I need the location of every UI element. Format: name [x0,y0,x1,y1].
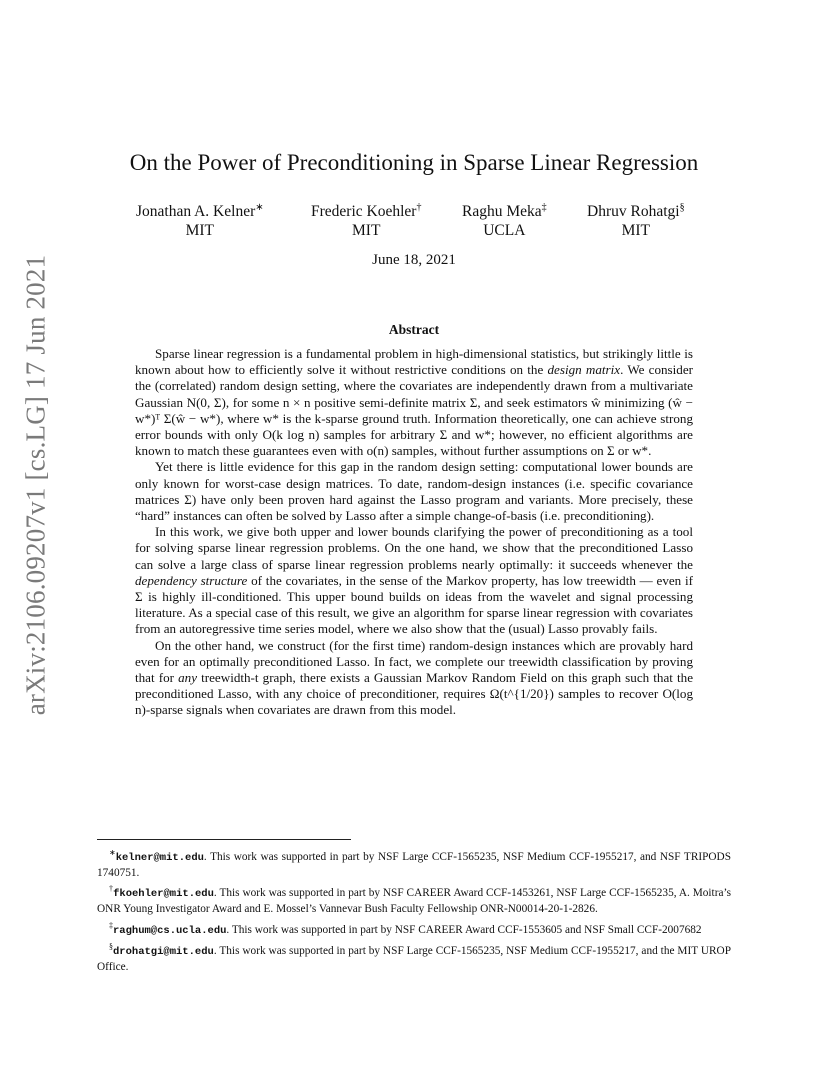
footnote: §drohatgi@mit.edu. This work was supported in part by NSF Large CCF-1565235, NSF Medium CCF-1955217, and the MIT UROP Office. [97,941,731,973]
email-address: fkoehler@mit.edu [113,888,214,901]
footnote-mark: § [109,941,113,951]
author-affiliation: MIT [621,222,650,240]
author-rohatgi [587,198,685,240]
author-name: Dhruv Rohatgi [587,203,680,221]
email-address: raghum@cs.ucla.edu [113,924,227,937]
footnote-mark: ‡ [109,920,113,930]
abstract-paragraph: In this work, we give both upper and lower bounds clarifying the power of preconditioning as a tool for solving sparse linear regression problems. On the one hand, we show that the preconditioned Lasso can solve a large class of sparse linear regression problems nearly optimally: it succeeds whenever the dependency structure of the covariates, in the sense of the Markov property, has low treewidth — even if Σ is highly ill-conditioned. This upper bound builds on ideas from the wavelet and signal processing literature. As a special case of this result, we give an algorithm for sparse linear regression with covariates from an autoregressive time series model, where we also show that the (usual) Lasso provably fails. [135,524,694,637]
author-affiliation: UCLA [483,222,526,240]
emphasis: dependency structure [135,572,248,588]
author-kelner [136,198,264,240]
abstract-paragraph: Sparse linear regression is a fundamental problem in high-dimensional statistics, but strikingly little is known about how to efficiently solve it without restrictive conditions on the design matrix. We consider the (correlated) random design setting, where the covariates are independently drawn from a multivariate Gaussian N(0, Σ), for some n × n positive semi-definite matrix Σ, and seek estimators ŵ minimizing (ŵ − w*)ᵀ Σ(ŵ − w*), where w* is the k-sparse ground truth. Information theoretically, one can achieve strong error bounds with only O(k log n) samples for arbitrary Σ and w*; however, no efficient algorithms are known to match these guarantees even with o(n) samples, without further assumptions on Σ or w*. [135,346,694,459]
arxiv-id-text: arXiv:2106.09207v1 [cs.LG] 17 Jun 2021 [20,254,51,716]
author-koehler [311,198,421,240]
emphasis: design matrix [547,362,621,378]
footnote: †fkoehler@mit.edu. This work was supported in part by NSF CAREER Award CCF-1453261, NSF Large CCF-1565235, A. Moitra’s ONR Young Investigator Award and E. Mossel’s Vannevar Bush Faculty Fellowship ONR-N00014-20-1-2826. [97,884,732,916]
abstract-heading: Abstract [388,322,440,337]
abstract-paragraph: On the other hand, we construct (for the first time) random-design instances which are provably hard even for an optimally preconditioned Lasso. In fact, we complete our treewidth classification by proving that for any treewidth-t graph, there exists a Gaussian Markov Random Field on this graph such that the preconditioned Lasso, with any choice of preconditioner, requires Ω(t^{1/20}) samples to recover O(log n)-sparse signals when covariates are drawn from this model. [135,637,694,718]
author-list [0,198,828,238]
email-address: kelner@mit.edu [115,851,204,864]
author-affiliation: MIT [185,222,215,240]
arxiv-identifier-stamp [14,254,58,716]
abstract-paragraph: Yet there is little evidence for this gap in the random design setting: computational lower bounds are only known for worst-case design matrices. To date, random-design instances (i.e. specific covariance matrices Σ) have only been proven hard against the Lasso program and variants. More precisely, these “hard” instances can often be solved by Lasso after a simple change-of-basis (i.e. preconditioning). [135,459,693,524]
author-footnote-mark: † [416,202,422,213]
author-footnote-mark: ∗ [255,202,264,213]
footnote: ∗kelner@mit.edu. This work was supported in part by NSF Large CCF-1565235, NSF Medium CCF-1955217, and NSF TRIPODS 1740751. [97,848,731,880]
author-name: Raghu Meka [462,203,542,221]
author-affiliation: MIT [352,222,381,240]
abstract-body [135,346,693,719]
author-footnote-mark: ‡ [541,202,547,213]
footnote-mark: ∗ [109,848,116,857]
footnotes [97,845,731,975]
paper-title: On the Power of Preconditioning in Sparse Linear Regression [129,150,699,175]
email-address: drohatgi@mit.edu [113,945,214,958]
footnote: ‡raghum@cs.ucla.edu. This work was supported in part by NSF CAREER Award CCF-1553605 and NSF Small CCF-2007682 [109,920,702,937]
footnote-divider [97,839,351,840]
emphasis: any [178,670,198,686]
author-name: Jonathan A. Kelner [136,203,256,221]
footnote-mark: † [109,884,114,894]
author-name: Frederic Koehler [311,203,417,221]
author-footnote-mark: § [679,202,685,213]
publication-date: June 18, 2021 [372,252,456,268]
author-meka [462,198,547,240]
